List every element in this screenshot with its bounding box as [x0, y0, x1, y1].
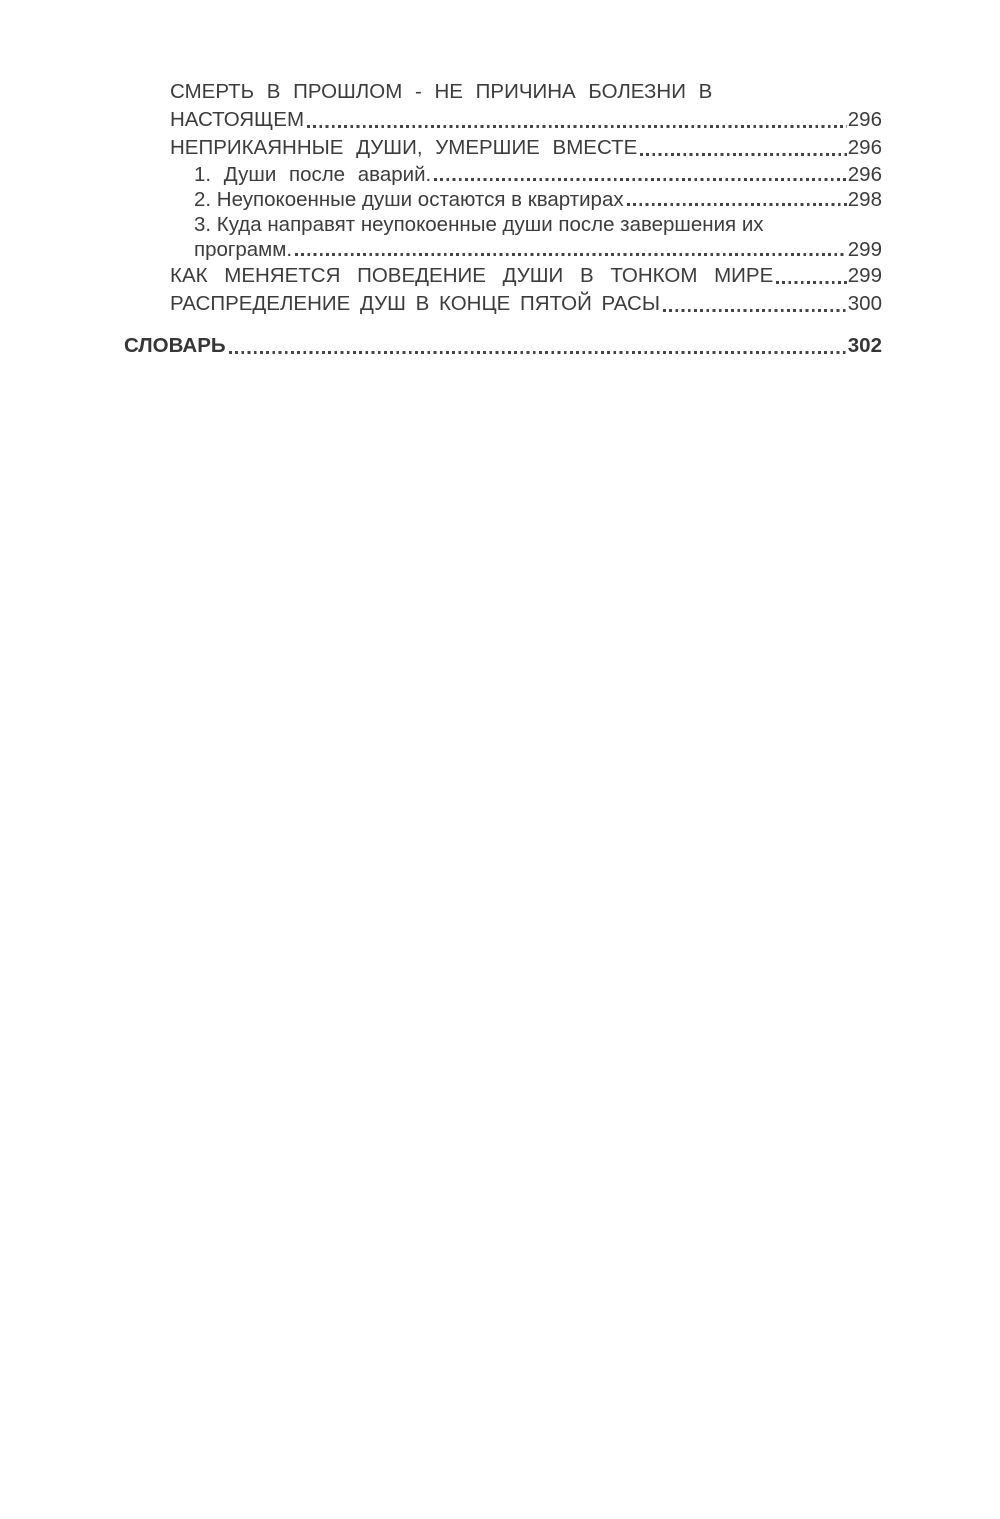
toc-entry [124, 106, 882, 134]
toc-entry-text: НАСТОЯЩЕМ [170, 108, 305, 131]
toc-page-number: 302 [847, 334, 882, 357]
toc-subentry [124, 212, 882, 237]
toc-entry-text: РАСПРЕДЕЛЕНИЕ ДУШ В КОНЦЕ ПЯТОЙ РАСЫ [170, 292, 660, 315]
toc-page-number: 298 [847, 188, 882, 211]
dot-leader [776, 281, 847, 284]
toc-entry-text: 2. Неупокоенные души остаются в квартирах [194, 188, 624, 211]
toc-subentry [124, 237, 882, 262]
dot-leader [663, 309, 847, 312]
toc-entry [124, 78, 882, 106]
toc-page-number: 300 [847, 292, 882, 315]
dot-leader [229, 351, 847, 354]
toc-entry-text: программ. [194, 238, 293, 261]
toc-entry-text: НЕПРИКАЯННЫЕ ДУШИ, УМЕРШИЕ ВМЕСТЕ [170, 136, 638, 159]
dot-leader [295, 253, 847, 256]
dot-leader [307, 125, 847, 128]
toc-entry [124, 290, 882, 318]
toc-entry [124, 134, 882, 162]
toc-page-number: 299 [847, 238, 882, 261]
dot-leader [627, 203, 847, 206]
toc-entry [124, 262, 882, 290]
dot-leader [640, 153, 846, 156]
toc-entry-glossary [124, 332, 882, 360]
dot-leader [434, 178, 847, 181]
toc-subentry [124, 187, 882, 212]
toc-page-number: 299 [847, 264, 882, 287]
toc-entry-text: 1. Души после аварий. [194, 163, 432, 186]
toc-subentry [124, 162, 882, 187]
toc-entry-text: КАК МЕНЯЕТСЯ ПОВЕДЕНИЕ ДУШИ В ТОНКОМ МИРЕ [170, 264, 774, 287]
toc-entry-text: 3. Куда направят неупокоенные души после завершения их [194, 213, 764, 236]
toc-entry-text: СЛОВАРЬ [124, 334, 226, 357]
table-of-contents [124, 78, 882, 360]
toc-page-number: 296 [847, 108, 882, 131]
toc-page-number: 296 [847, 136, 882, 159]
toc-page-number: 296 [847, 163, 882, 186]
toc-entry-text: СМЕРТЬ В ПРОШЛОМ - НЕ ПРИЧИНА БОЛЕЗНИ В [170, 80, 713, 103]
